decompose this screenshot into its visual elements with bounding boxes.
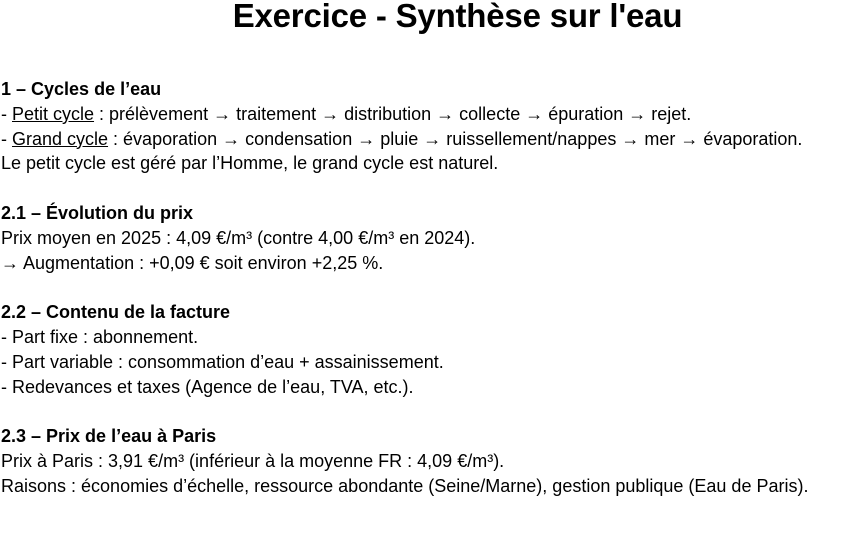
text-line: Prix moyen en 2025 : 4,09 €/m³ (contre 4,00 €/m³ en 2024). (1, 227, 476, 248)
text-line: - Redevances et taxes (Agence de l’eau, TVA, etc.). (1, 376, 414, 397)
petit-cycle-text: : prélèvement → traitement → distribution → collecte → épuration → rejet. (94, 103, 692, 124)
section-heading: 1 – Cycles de l’eau (1, 79, 162, 99)
petit-cycle-term: Petit cycle (12, 103, 95, 124)
section-heading: 2.1 – Évolution du prix (1, 202, 194, 223)
grand-cycle-text: : évaporation → condensation → pluie → ruissellement/nappes → mer → évaporation. (108, 128, 803, 149)
grand-cycle-line (1, 127, 867, 152)
text-line: → Augmentation : +0,09 € soit environ +2,25 %. (1, 252, 384, 273)
document-body (1, 77, 867, 499)
bullet-prefix: - (1, 103, 12, 124)
section-evolution-prix (1, 201, 867, 275)
grand-cycle-term: Grand cycle (12, 128, 109, 149)
section-heading: 2.3 – Prix de l’eau à Paris (1, 426, 217, 447)
petit-cycle-line (1, 102, 867, 127)
cycles-note: Le petit cycle est géré par l’Homme, le grand cycle est naturel. (1, 153, 499, 174)
text-line: - Part fixe : abonnement. (1, 326, 199, 347)
text-line: Prix à Paris : 3,91 €/m³ (inférieur à la moyenne FR : 4,09 €/m³). (1, 450, 505, 471)
section-prix-paris (1, 424, 867, 498)
text-line: - Part variable : consommation d’eau + assainissement. (1, 351, 444, 372)
section-contenu-facture (1, 300, 867, 399)
bullet-prefix: - (1, 128, 12, 149)
section-cycles (1, 77, 867, 176)
page-title: Exercice - Synthèse sur l'eau (232, 0, 683, 34)
section-heading: 2.2 – Contenu de la facture (1, 302, 231, 323)
text-line: Raisons : économies d’échelle, ressource abondante (Seine/Marne), gestion publique (Eau de Paris). (1, 475, 809, 496)
